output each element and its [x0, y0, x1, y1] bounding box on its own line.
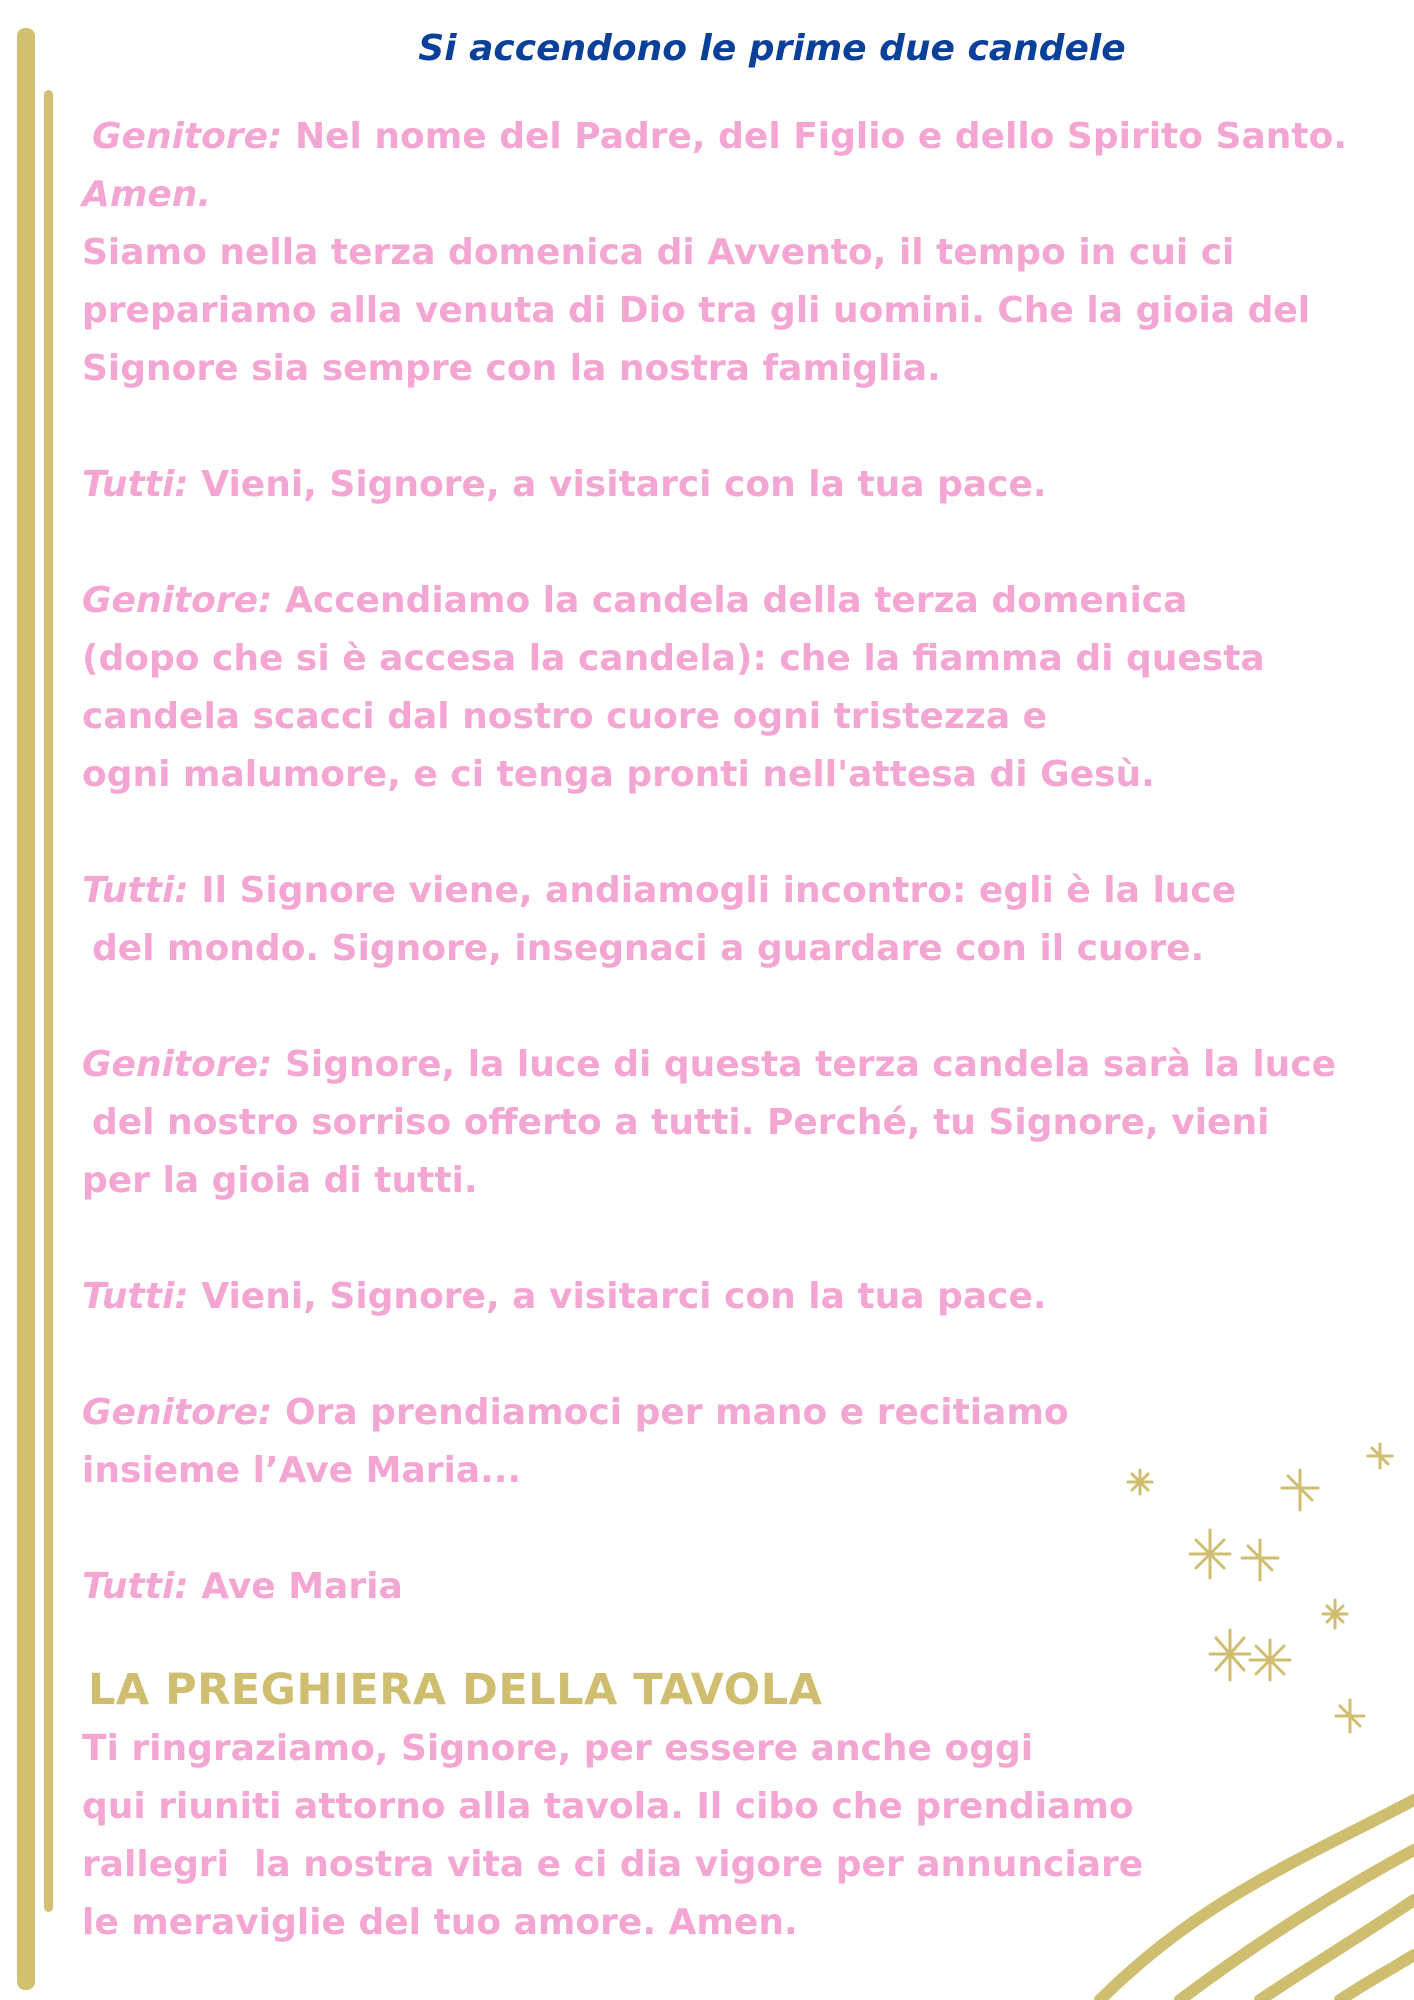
prayer-line: qui riuniti attorno alla tavola. Il cibo che prendiamo — [82, 1786, 1134, 1827]
line-text: Nel nome del Padre, del Figlio e dello Spirito Santo. — [282, 116, 1348, 157]
line-text: del nostro sorriso offerto a tutti. Perché, tu Signore, vieni — [92, 1102, 1270, 1143]
line-text: Signore, la luce di questa terza candela sarà la luce — [272, 1044, 1337, 1085]
speaker-label: Tutti: — [82, 464, 189, 505]
speaker-label: Genitore: — [82, 580, 273, 621]
line-text: ogni malumore, e ci tenga pronti nell'attesa di Gesù. — [82, 754, 1155, 795]
prayer-line: Ti ringraziamo, Signore, per essere anche oggi — [82, 1728, 1034, 1769]
speaker-label: Tutti: — [82, 870, 189, 911]
decorative-bar-outer — [17, 28, 35, 1990]
text-line — [82, 224, 1402, 282]
line-text: Il Signore viene, andiamogli incontro: egli è la luce — [188, 870, 1237, 911]
sparkle-stars-icon — [1120, 1430, 1414, 1760]
line-text: Ave Maria — [188, 1566, 403, 1607]
text-line — [82, 1036, 1402, 1094]
speaker-label: Genitore: — [92, 116, 283, 157]
section-title: LA PREGHIERA DELLA TAVOLA — [88, 1665, 823, 1715]
page-title: Si accendono le prime due candele — [418, 28, 1126, 69]
line-text: (dopo che si è accesa la candela): che la fiamma di questa — [82, 638, 1265, 679]
prayer-line: le meraviglie del tuo amore. Amen. — [82, 1902, 798, 1943]
speaker-label: Tutti: — [82, 1276, 189, 1317]
text-line — [82, 166, 1402, 224]
line-text: per la gioia di tutti. — [82, 1160, 478, 1201]
text-line — [82, 108, 1402, 166]
line-text: Signore sia sempre con la nostra famiglia. — [82, 348, 941, 389]
dialogue-paragraph — [82, 456, 1402, 514]
line-text: insieme l’Ave Maria... — [82, 1450, 522, 1491]
line-text: Vieni, Signore, a visitarci con la tua pace. — [188, 464, 1047, 505]
line-text: candela scacci dal nostro cuore ogni tristezza e — [82, 696, 1048, 737]
line-text: del mondo. Signore, insegnaci a guardare con il cuore. — [92, 928, 1205, 969]
dialogue-paragraph — [82, 108, 1402, 398]
text-line — [82, 1094, 1402, 1152]
text-line — [82, 1152, 1402, 1210]
decorative-curves — [1080, 1780, 1414, 2000]
line-text: Siamo nella terza domenica di Avvento, il tempo in cui ci — [82, 232, 1235, 273]
dialogue-paragraph — [82, 572, 1402, 804]
dialogue-paragraph — [82, 862, 1402, 978]
text-line — [82, 746, 1402, 804]
prayer-line: rallegri la nostra vita e ci dia vigore per annunciare — [82, 1844, 1144, 1885]
speaker-label: Genitore: — [82, 1044, 273, 1085]
text-line — [82, 862, 1402, 920]
line-text: Accendiamo la candela della terza domenica — [272, 580, 1188, 621]
text-line — [82, 572, 1402, 630]
text-line — [82, 630, 1402, 688]
text-line — [82, 456, 1402, 514]
text-line — [82, 282, 1402, 340]
table-prayer — [82, 1720, 1182, 1952]
text-line — [82, 920, 1402, 978]
dialogue-paragraph — [82, 1036, 1402, 1210]
dialogue-paragraph — [82, 1268, 1402, 1326]
speaker-label: Tutti: — [82, 1566, 189, 1607]
line-text: prepariamo alla venuta di Dio tra gli uomini. Che la gioia del — [82, 290, 1311, 331]
text-line — [82, 340, 1402, 398]
text-line — [82, 688, 1402, 746]
line-text: Vieni, Signore, a visitarci con la tua pace. — [188, 1276, 1047, 1317]
speaker-label: Genitore: — [82, 1392, 273, 1433]
decorative-bar-inner — [44, 90, 53, 1912]
speaker-label: Amen. — [82, 174, 212, 215]
line-text: Ora prendiamoci per mano e recitiamo — [272, 1392, 1069, 1433]
text-line — [82, 1268, 1402, 1326]
